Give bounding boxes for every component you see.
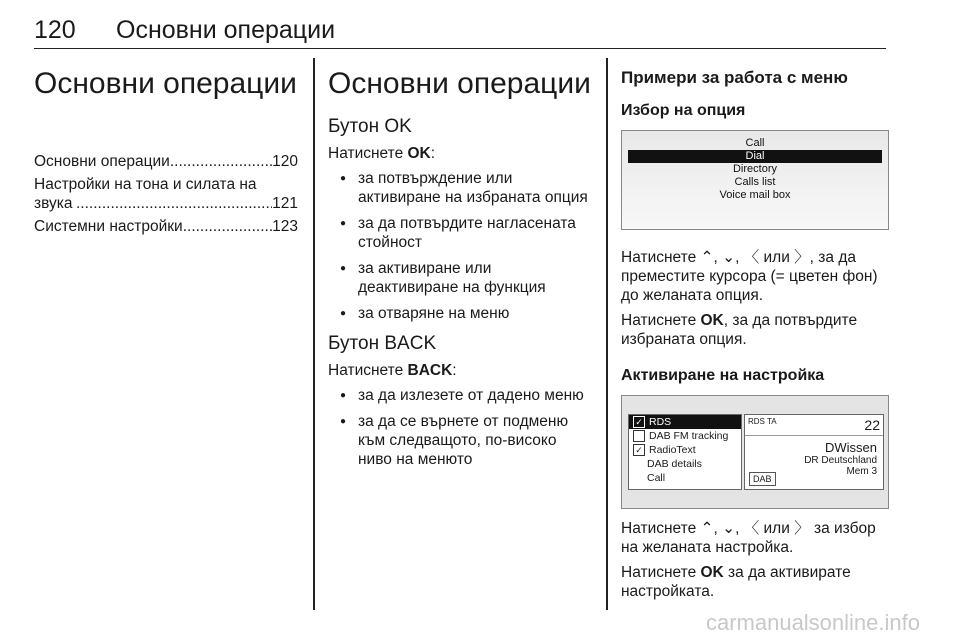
select-text-2: Натиснете OK, за да потвърдите избраната опция. [621,312,858,348]
station-name: DWissen [824,440,877,455]
select-text-1: Натиснете ⌃, ⌄, 〈 или 〉, за да преместите курсора (= цветен фон) до желаната опция. [621,249,878,304]
ok-intro: Натиснете OK: [328,145,436,162]
list-item: ● за отваряне на меню [328,304,594,323]
temperature: 22 [864,417,880,433]
list-item: ● за да потвърдите нагласената стойност [328,214,594,252]
back-bullets [328,386,594,469]
column-basic-operations [328,58,594,476]
page-number: 120 [34,16,76,44]
section-heading: Основни операции [328,67,591,100]
settings-row: ✓ RadioText [629,443,741,457]
menu-item: Calls list [734,176,776,188]
settings-list [628,414,742,490]
watermark: carmanualsonline.info [705,610,920,635]
activate-text-2: Натиснете OK за да активирате настройката. [621,564,851,600]
menu-item-selected: Dial [628,150,882,163]
radio-display [744,414,884,490]
back-intro: Натиснете BACK: [328,362,457,379]
column-toc [34,58,298,240]
examples-heading: Примери за работа с меню [621,68,848,87]
menu-item: Voice mail box [719,189,791,201]
activate-text-1: Натиснете ⌃, ⌄, 〈 или 〉 за избор на желаната настройка. [621,520,876,556]
list-item: ● за активиране или деактивиране на функция [328,259,594,297]
checkbox-icon: ✓ [633,444,645,456]
list-item: ● за да се върнете от подменю към следващото, по-високо ниво на менюто [328,412,594,469]
ok-button-title: Бутон OK [328,116,412,137]
station-sub: DR Deutschland [804,455,877,466]
menu-screenshot-select [621,130,889,230]
settings-row: DAB details [647,458,702,470]
activate-setting-title: Активиране на настройка [621,367,825,384]
chapter-heading: Основни операции [34,67,297,100]
settings-row: DAB FM tracking [629,429,741,443]
settings-row: ✓ RDS [629,415,741,429]
list-item: ● за потвърждение или активиране на избраната опция [328,169,594,207]
memory-slot: Mem 3 [846,466,877,477]
column-divider-1 [313,58,315,610]
settings-row: Call [647,472,666,484]
list-item: ● за да излезете от дадено меню [328,386,594,405]
column-menu-examples [621,58,887,607]
menu-item: Directory [732,163,777,175]
toc-entry[interactable]: Системни настройки ..... 123 [34,217,298,236]
toc-entry[interactable]: Настройки на тона и силата на звука [34,176,257,212]
table-of-contents [34,152,298,236]
toc-entry-page-line: ..... 121 [34,194,298,213]
toc-entry[interactable]: Основни операции ..... 120 [34,152,298,171]
ok-bullets [328,169,594,323]
checkbox-icon [633,430,645,442]
page-header [34,10,886,49]
back-button-title: Бутон BACK [328,333,437,354]
column-divider-2 [606,58,608,610]
checkbox-icon: ✓ [633,416,645,428]
select-option-title: Избор на опция [621,102,746,119]
rds-status: RDS TA [748,417,777,426]
dab-icon: DAB [749,472,776,486]
running-title: Основни операции [116,16,336,44]
menu-item: Call [745,137,765,149]
menu-screenshot-activate [621,395,889,509]
